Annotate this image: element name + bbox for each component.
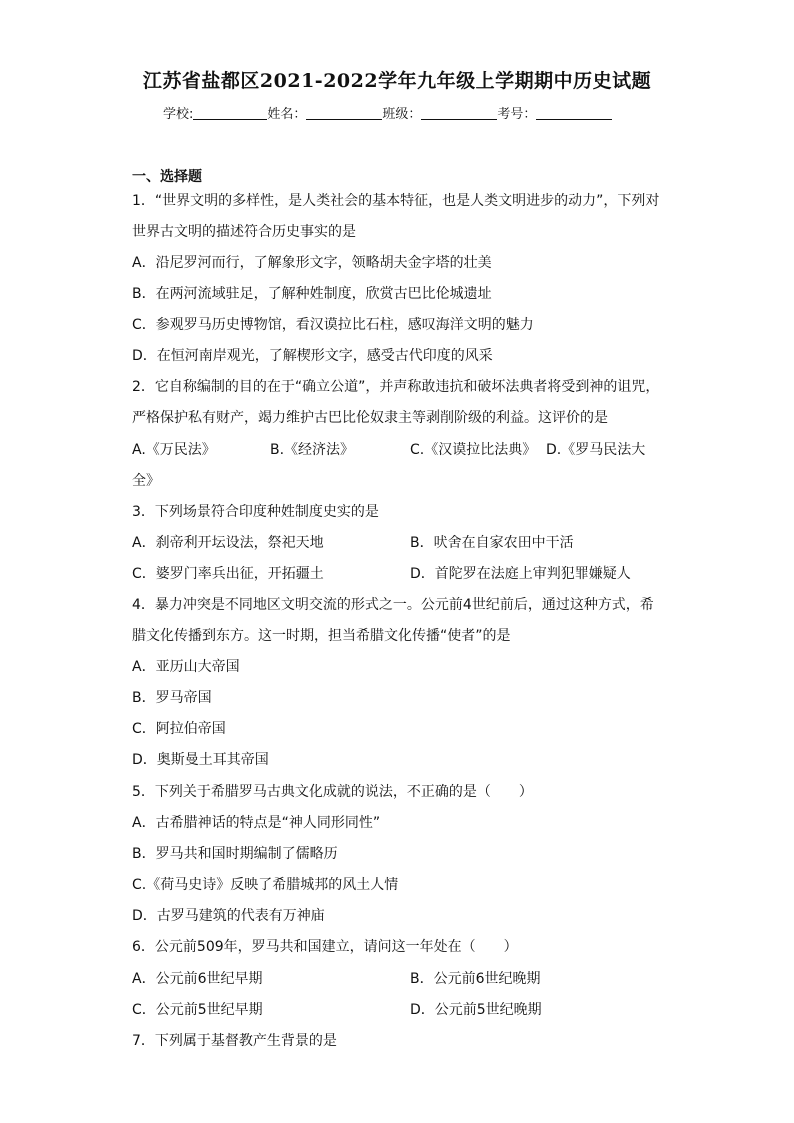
q1-option-b: B．在两河流域驻足，了解种姓制度，欣赏古巴比伦城遗址 (132, 286, 492, 302)
number-label: 考号： (497, 107, 537, 122)
q6-option-d: D．公元前5世纪晚期 (410, 1002, 542, 1018)
name-label: 姓名： (267, 107, 307, 122)
q2-option-c: C.《汉谟拉比法典》 (410, 442, 537, 458)
q5-option-a: A．古希腊神话的特点是“神人同形同性” (132, 815, 381, 831)
q3-option-a: A．刹帝利开坛设法，祭祀天地 (132, 535, 324, 551)
q6-option-c: C．公元前5世纪早期 (132, 1002, 263, 1018)
q4-option-a: A．亚历山大帝国 (132, 659, 240, 675)
school-label: 学校: (163, 107, 194, 122)
class-label: 班级： (382, 107, 422, 122)
q5-option-b: B．罗马共和国时期编制了儒略历 (132, 846, 338, 862)
q1-stem-line1: 1．“世界文明的多样性，是人类社会的基本特征，也是人类文明进步的动力”，下列对 (132, 193, 660, 209)
q1-stem-line2: 世界古文明的描述符合历史事实的是 (132, 224, 356, 240)
q5-stem: 5．下列关于希腊罗马古典文化成就的说法，不正确的是（ ） (132, 784, 533, 800)
q2-option-d-continued: 全》 (132, 473, 160, 489)
q2-option-a: A.《万民法》 (132, 442, 216, 458)
exam-title: 江苏省盐都区2021-2022学年九年级上学期期中历史试题 (142, 70, 652, 92)
q2-stem-line1: 2．它自称编制的目的在于“确立公道”，并声称敢违抗和破坏法典者将受到神的诅咒， (132, 379, 660, 395)
q3-option-b: B．吠舍在自家农田中干活 (410, 535, 574, 551)
q3-option-c: C．婆罗门率兵出征，开拓疆土 (132, 566, 324, 582)
q2-option-d: D.《罗马民法大 (546, 442, 646, 458)
q4-stem-line1: 4．暴力冲突是不同地区文明交流的形式之一。公元前4世纪前后，通过这种方式，希 (132, 597, 654, 613)
name-blank (306, 106, 382, 120)
q4-stem-line2: 腊文化传播到东方。这一时期，担当希腊文化传播“使者”的是 (132, 628, 511, 644)
student-info-line (163, 103, 612, 122)
q2-stem-line2: 严格保护私有财产，竭力维护古巴比伦奴隶主等剥削阶级的利益。这评价的是 (132, 410, 608, 426)
q7-stem: 7．下列属于基督教产生背景的是 (132, 1033, 337, 1049)
number-blank (536, 106, 612, 120)
q4-option-b: B．罗马帝国 (132, 690, 212, 706)
q5-option-c: C.《荷马史诗》反映了希腊城邦的风土人情 (132, 877, 399, 893)
q4-option-d: D．奥斯曼土耳其帝国 (132, 752, 269, 768)
q4-option-c: C．阿拉伯帝国 (132, 721, 226, 737)
q1-option-c: C．参观罗马历史博物馆，看汉谟拉比石柱，感叹海洋文明的魅力 (132, 317, 534, 333)
q3-option-d: D．首陀罗在法庭上审判犯罪嫌疑人 (410, 566, 631, 582)
q2-option-b: B.《经济法》 (270, 442, 355, 458)
school-blank (193, 106, 267, 120)
q3-stem: 3．下列场景符合印度种姓制度史实的是 (132, 504, 379, 520)
q1-option-a: A．沿尼罗河而行，了解象形文字，领略胡夫金字塔的壮美 (132, 255, 492, 271)
q6-stem: 6．公元前509年，罗马共和国建立，请问这一年处在（ ） (132, 939, 518, 955)
section-title: 一、选择题 (132, 169, 202, 185)
q6-option-a: A．公元前6世纪早期 (132, 971, 263, 987)
q6-option-b: B．公元前6世纪晚期 (410, 971, 541, 987)
class-blank (421, 106, 497, 120)
q1-option-d: D．在恒河南岸观光，了解楔形文字，感受古代印度的风采 (132, 348, 493, 364)
q5-option-d: D．古罗马建筑的代表有万神庙 (132, 908, 325, 924)
